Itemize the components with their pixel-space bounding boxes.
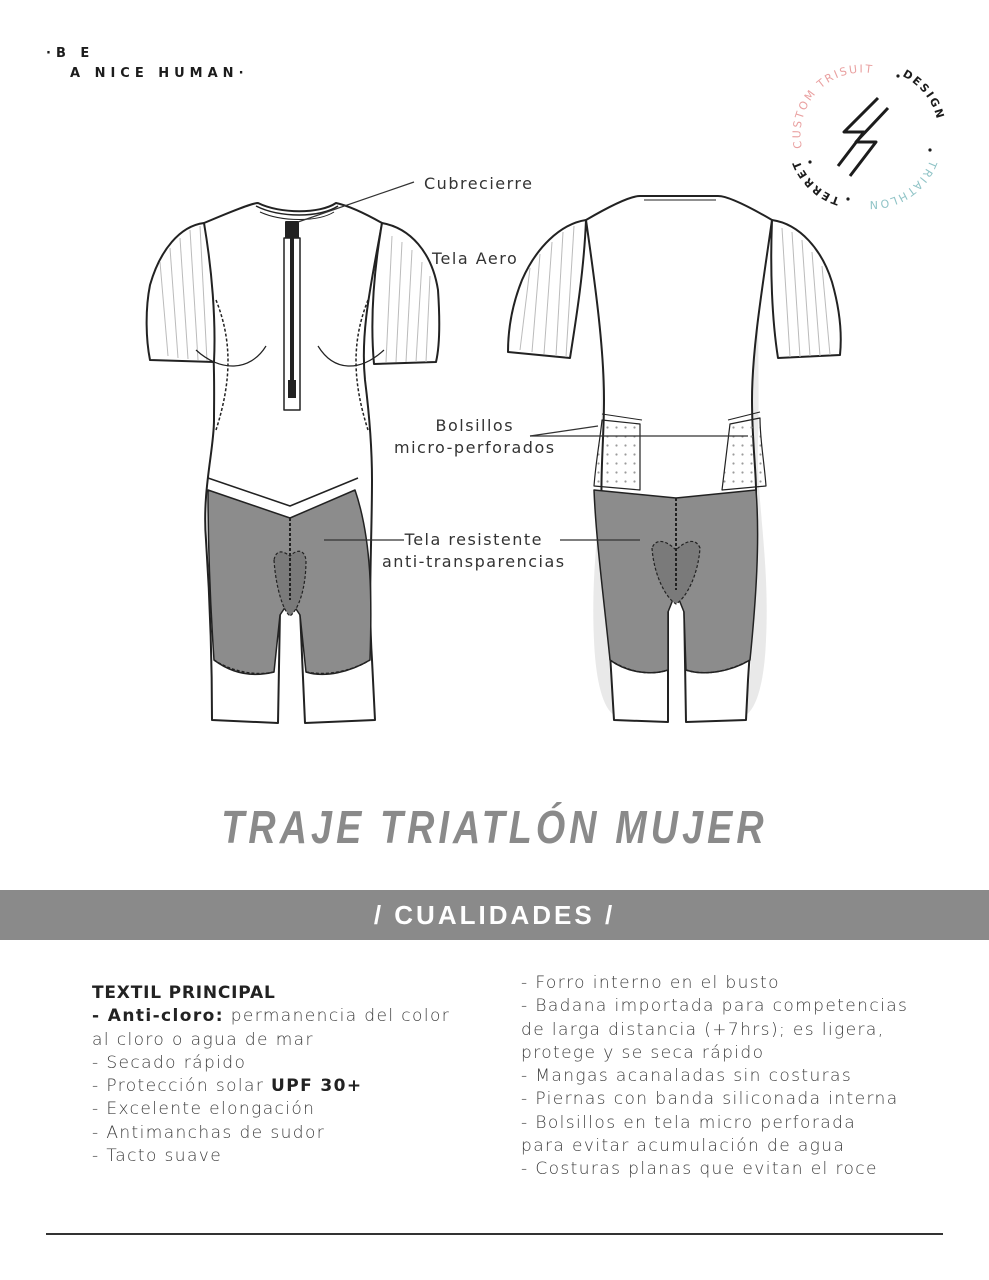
list-item: - Badana importada para competencias: [521, 996, 909, 1017]
list-item: de larga distancia (+7hrs); es ligera,: [521, 1019, 885, 1040]
back-view: [508, 196, 841, 722]
feature-anti-chlorine: [92, 1005, 450, 1028]
list-item: - Bolsillos en tela micro perforada: [521, 1112, 857, 1133]
badge-text-top: CUSTOM TRISUIT: [790, 62, 875, 150]
callout-resistant-fabric: [382, 529, 566, 573]
list-item: - Piernas con banda siliconada interna: [521, 1089, 899, 1110]
tagline-line-2: A NICE HUMAN·: [70, 66, 249, 81]
badge-text-left: TERRET: [789, 157, 842, 208]
list-item: para evitar acumulación de agua: [521, 1136, 846, 1157]
list-item: - Costuras planas que evitan el roce: [521, 1159, 878, 1180]
callout-zipper-cover: Cubrecierre: [424, 174, 534, 193]
callout-resistant-line2: anti-transparencias: [382, 552, 566, 571]
feature-anti-chlorine-label: - Anti-cloro:: [92, 1006, 224, 1027]
feature-uv-protection-value: UPF 30+: [271, 1076, 363, 1097]
badge-text-design: DESIGN: [900, 67, 947, 122]
feature-quick-dry: - Secado rápido: [92, 1052, 247, 1073]
list-item: - Mangas acanaladas sin costuras: [521, 1066, 853, 1087]
feature-elongation: - Excelente elongación: [92, 1099, 316, 1120]
features-right-column: [521, 972, 908, 1182]
callout-aero-fabric: Tela Aero: [432, 249, 519, 268]
features-left-column: [92, 982, 450, 1168]
callout-pockets-line2: micro-perforados: [394, 438, 556, 457]
callout-resistant-line1: Tela resistente: [404, 530, 543, 549]
feature-anti-sweat: - Antimanchas de sudor: [92, 1122, 326, 1143]
callout-pockets-line1: Bolsillos: [435, 416, 515, 435]
feature-uv-protection: [92, 1075, 450, 1098]
tagline-line-1: ·B E: [46, 46, 95, 61]
list-item: - Forro interno en el busto: [521, 973, 780, 993]
page-title: TRAJE TRIATLÓN MUJER: [221, 801, 768, 853]
section-band-title: / CUALIDADES /: [373, 900, 616, 930]
bottom-divider: [46, 1233, 943, 1235]
list-item: protege y se seca rápido: [521, 1042, 765, 1063]
feature-uv-protection-text: - Protección solar: [92, 1076, 272, 1097]
feature-anti-chlorine-text: permanencia del color: [223, 1006, 451, 1027]
section-band: [0, 890, 989, 940]
badge-text-bottom: TRIATHLON: [867, 158, 940, 212]
feature-anti-chlorine-cont: al cloro o agua de mar: [92, 1029, 314, 1050]
callout-pockets: [394, 415, 556, 459]
left-column-heading: TEXTIL PRINCIPAL: [92, 983, 276, 1003]
feature-soft-touch: - Tacto suave: [92, 1146, 223, 1167]
front-view: [147, 203, 440, 723]
